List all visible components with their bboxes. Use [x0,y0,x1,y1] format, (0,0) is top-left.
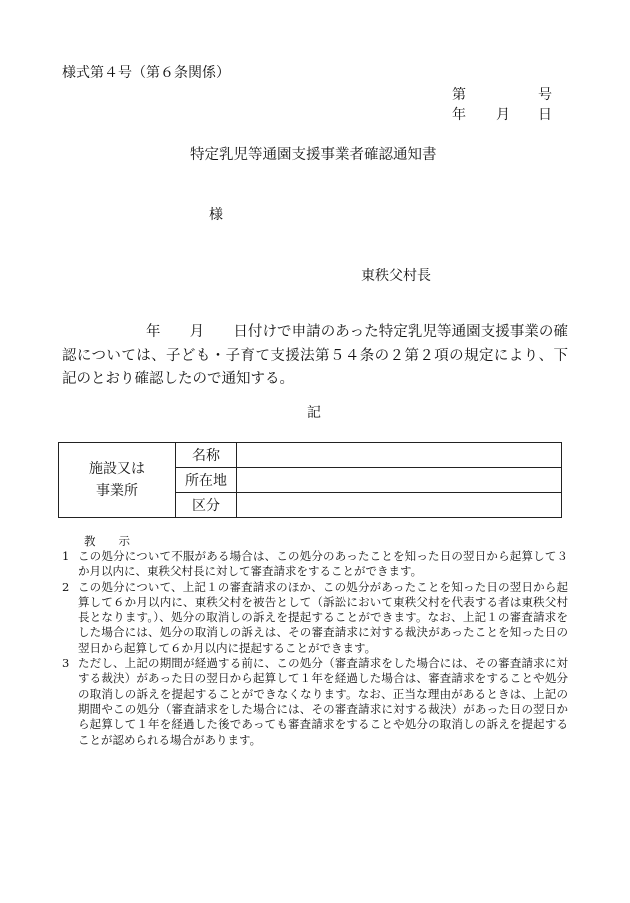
note-text: この処分について、上記１の審査請求のほか、この処分があったことを知った日の翌日から起算して６か月以内に、東秩父村を被告として（訴訟において東秩父村を代表する者は東秩父村長となります。）、処分の取消しの訴えを提起することができます。なお、上記１の審査請求をした場合には、処分の取消しの訴えは、その審査請求に対する裁決があったことを知った日の翌日から起算して６か月以内に提起することができます。 [78,579,568,655]
issuer: 東秩父村長 [361,268,431,284]
row-value-category [237,493,562,518]
row-label-name: 名称 [176,443,237,468]
number-prefix: 第 [452,87,466,103]
facility-label-line2: 事業所 [96,483,138,499]
list-item [62,549,568,580]
note-text: ただし、上記の期間が経過する前に、この処分（審査請求をした場合には、その審査請求に対する裁決）があった日の翌日から起算して１年を経過した場合は、審査請求をすることや処分の取消しの訴えを提起することができなくなります。なお、正当な理由があるときは、上記の期間やこの処分（審査請求をした場合には、その審査請求に対する裁決）があった日の翌日から起算して１年を経過した後であっても審査請求をすることや処分の取消しの訴えを提起することが認められる場合があります。 [78,656,568,747]
notes-list [62,549,568,748]
number-suffix: 号 [538,87,552,103]
notes-heading: 教 示 [84,534,130,548]
note-text: この処分について不服がある場合は、この処分のあったことを知った日の翌日から起算して３か月以内に、東秩父村長に対して審査請求をすることができます。 [78,549,568,579]
note-number: 3 [62,656,70,671]
list-item [62,580,568,656]
document-title: 特定乳児等通園支援事業者確認通知書 [190,147,437,163]
row-label-category: 区分 [176,493,237,518]
facility-label-cell [59,443,176,518]
body-paragraph: 年 月 日付けで申請のあった特定乳児等通園支援事業の確認については、子ども・子育て支援法第５４条の２第２項の規定により、下記のとおり確認したので通知する。 [62,324,568,387]
date-month: 月 [496,107,510,123]
table-row [59,443,562,468]
date-day: 日 [538,107,552,123]
row-value-address [237,468,562,493]
ki-mark: 記 [307,405,321,421]
addressee-suffix: 様 [209,207,223,223]
row-value-name [237,443,562,468]
facility-table [58,442,562,518]
note-number: 1 [62,549,70,563]
row-label-address: 所在地 [176,468,237,493]
list-item [62,656,568,748]
date-year: 年 [452,107,466,123]
note-number: 2 [62,579,70,594]
facility-label-line1: 施設又は [89,461,145,477]
form-label: 様式第４号（第６条関係） [62,65,230,81]
